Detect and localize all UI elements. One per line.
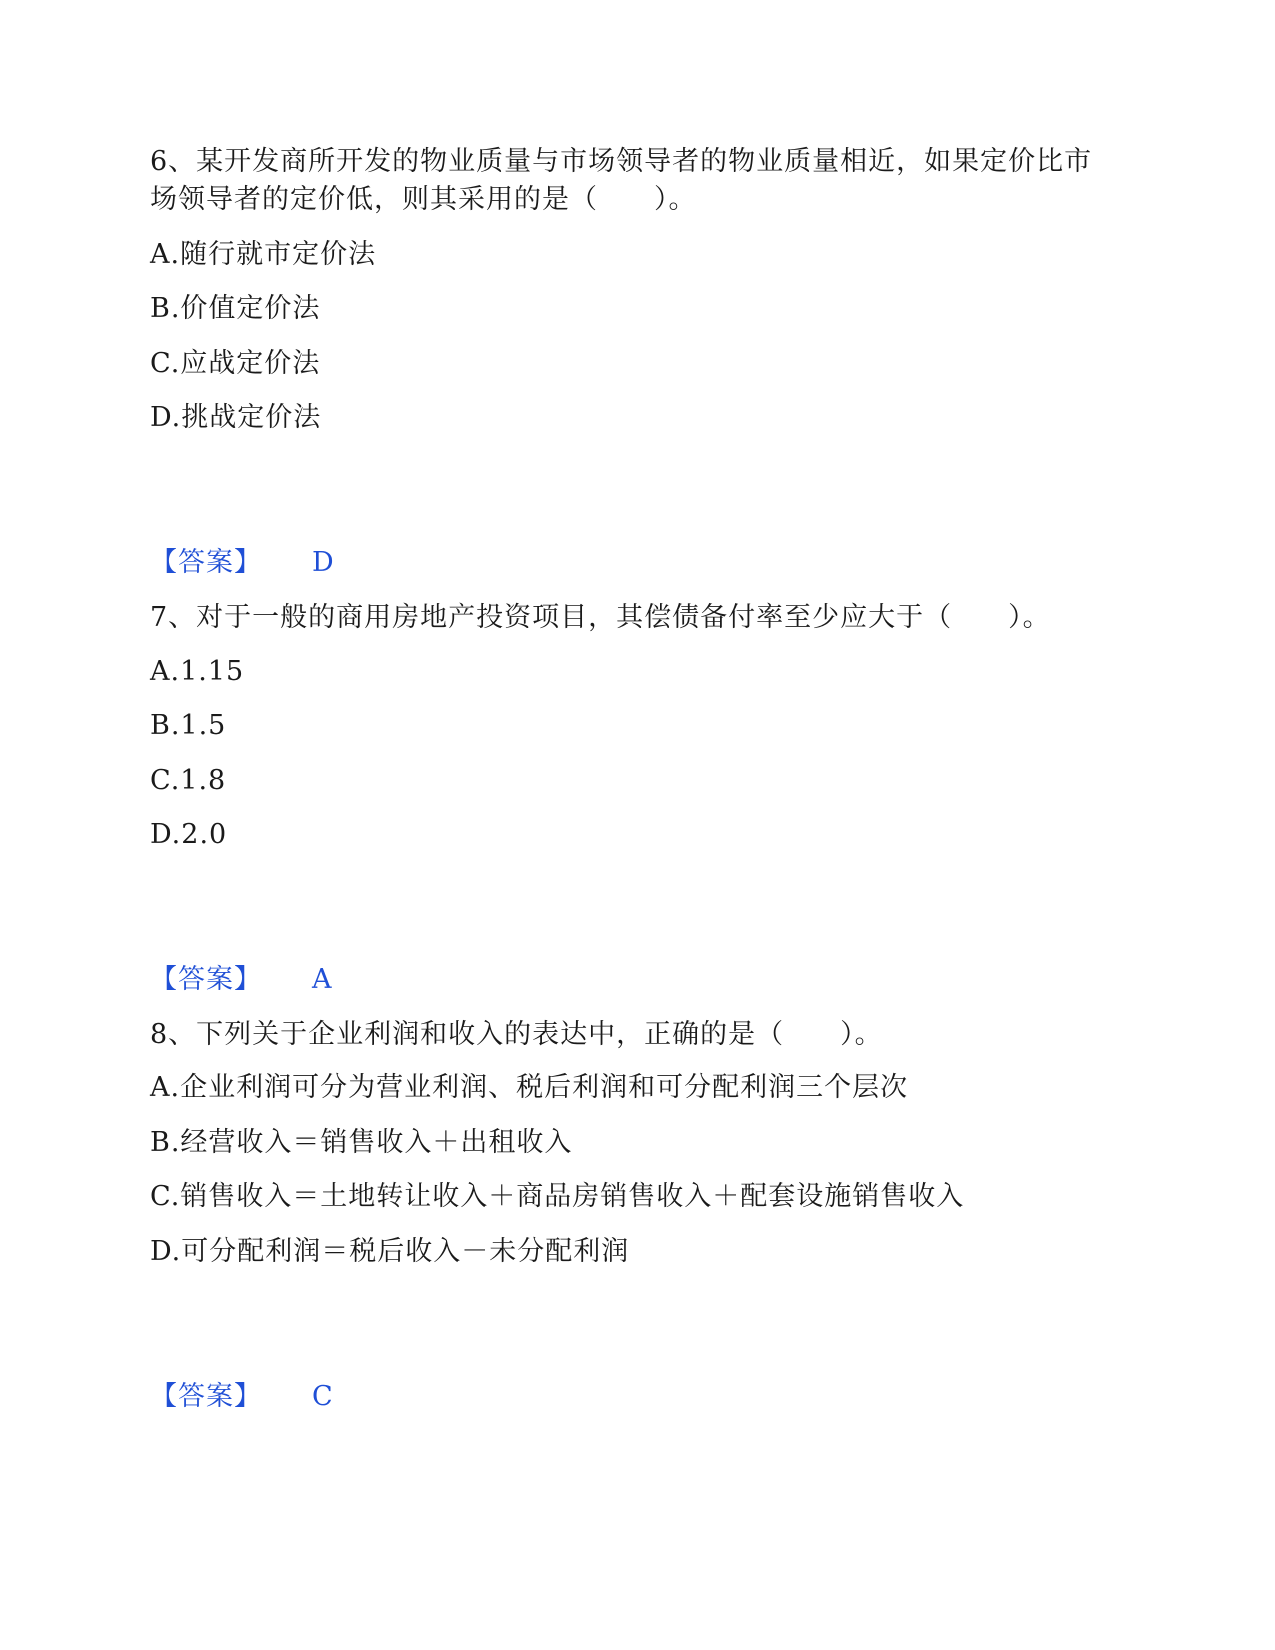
question-8-option-c: C.销售收入＝土地转让收入＋商品房销售收入＋配套设施销售收入 [150, 1181, 965, 1212]
question-7-option-c: C.1.8 [150, 765, 227, 796]
question-8-option-a: A.企业利润可分为营业利润、税后利润和可分配利润三个层次 [150, 1072, 909, 1103]
answer-label: 【答案】 [150, 1381, 262, 1412]
question-7-stem: 7、对于一般的商用房地产投资项目，其偿债备付率至少应大于（ ）。 [150, 602, 1051, 633]
answer-label: 【答案】 [150, 964, 262, 995]
question-6-stem: 6、某开发商所开发的物业质量与市场领导者的物业质量相近，如果定价比市场领导者的定价低，则其采用的是（ ）。 [150, 146, 1093, 215]
answer-label: 【答案】 [150, 547, 262, 578]
question-6-option-b: B.价值定价法 [150, 293, 321, 324]
answer-value: D [312, 547, 334, 578]
question-8-option-b: B.经营收入＝销售收入＋出租收入 [150, 1127, 573, 1158]
question-6-option-d: D.挑战定价法 [150, 402, 322, 433]
question-7-option-b: B.1.5 [150, 710, 227, 741]
question-6-option-c: C.应战定价法 [150, 348, 321, 379]
question-8-option-d: D.可分配利润＝税后收入－未分配利润 [150, 1236, 630, 1267]
question-8-answer [150, 1380, 333, 1414]
question-6-option-a: A.随行就市定价法 [150, 239, 377, 270]
answer-value: A [312, 964, 332, 995]
answer-value: C [312, 1381, 333, 1412]
question-7-option-d: D.2.0 [150, 819, 228, 850]
question-7-option-a: A.1.15 [150, 656, 245, 687]
question-6-answer [150, 546, 334, 580]
question-8-stem: 8、下列关于企业利润和收入的表达中，正确的是（ ）。 [150, 1019, 883, 1050]
question-7-answer [150, 963, 332, 997]
